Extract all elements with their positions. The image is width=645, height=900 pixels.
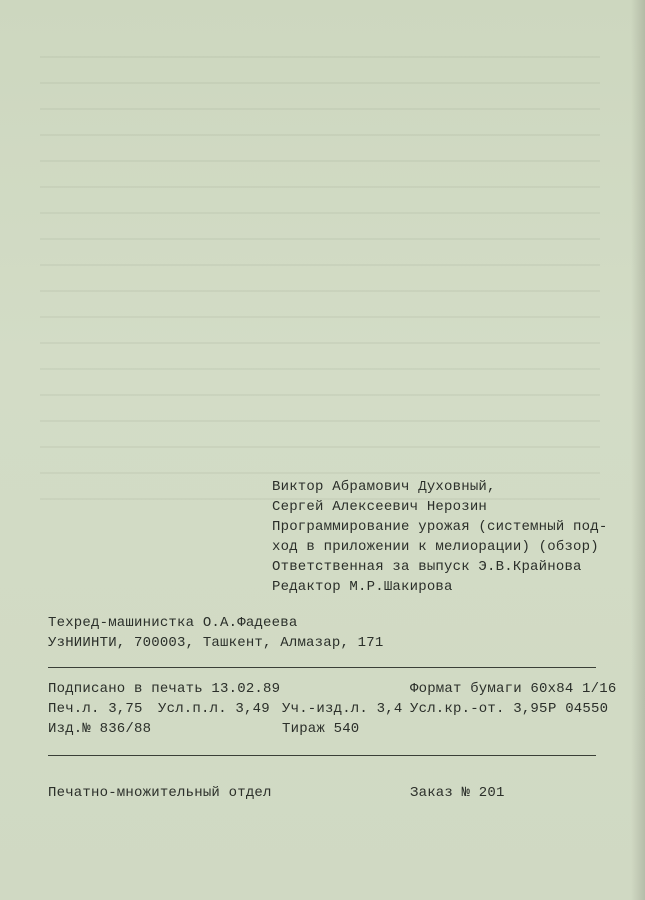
editor: Редактор М.Р.Шакирова [272, 579, 453, 595]
order-number: Заказ № 201 [410, 785, 505, 801]
publication-number: Изд.№ 836/88 [48, 721, 152, 737]
conventional-print-sheets: Усл.п.л. 3,49 [158, 701, 270, 717]
paper-format: Формат бумаги 60х84 1/16 [410, 681, 617, 697]
typist: Техред-машинистка О.А.Фадеева [48, 615, 298, 631]
print-sheets: Печ.л. 3,75 [48, 701, 143, 717]
print-department: Печатно-множительный отдел [48, 785, 272, 801]
publisher-sheets: Уч.-изд.л. 3,4 [282, 701, 403, 717]
divider-top [48, 667, 596, 668]
responsible-person: Ответственная за выпуск Э.В.Крайнова [272, 559, 582, 575]
book-title-line-1: Программирование урожая (системный под- [272, 519, 608, 535]
divider-bottom [48, 755, 596, 756]
book-title-line-2: ход в приложении к мелиорации) (обзор) [272, 539, 599, 555]
price: Р 04550 [548, 701, 609, 717]
show-through-text [40, 40, 600, 500]
circulation: Тираж 540 [282, 721, 360, 737]
institute-address: УзНИИНТИ, 700003, Ташкент, Алмазар, 171 [48, 635, 384, 651]
page-edge-shadow [631, 0, 645, 900]
conventional-copies: Усл.кр.-от. 3,95 [410, 701, 548, 717]
author-2: Сергей Алексеевич Нерозин [272, 499, 488, 515]
signed-for-print: Подписано в печать 13.02.89 [48, 681, 281, 697]
author-1: Виктор Абрамович Духовный, [272, 479, 496, 495]
